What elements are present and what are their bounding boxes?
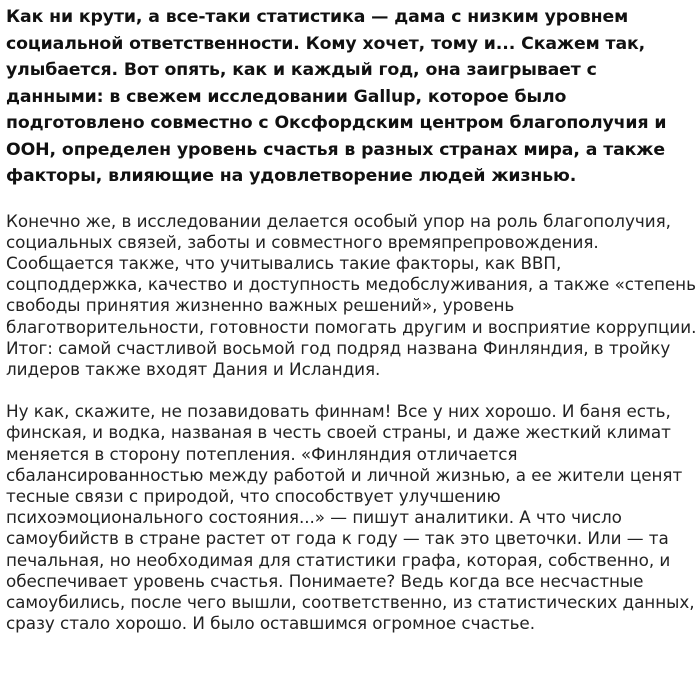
article-paragraph-2: Ну как, скажите, не позавидовать финнам! Все у них хорошо. И баня есть, финская, и водка, названая в честь своей страны, и даже жесткий климат меняется в сторону потепления. «Финляндия отличается сбалансированностью между работой и личной жизнью, а ее жители ценят тесные связи с природой, что способствует улучшению психоэмоционального состояния...» — пишут аналитики. А что число самоубийств в стране растет от года к году — так это цветочки. Или — та печальная, но необходимая для статистики графа, которая, собственно, и обеспечивает уровень счастья. Понимаете? Ведь когда все несчастные самоубились, после чего вышли, соответственно, из статистических данных, сразу стало хорошо. И было оставшимся огромное счастье. bbox=[6, 401, 695, 634]
article-paragraph-1: Конечно же, в исследовании делается особый упор на роль благополучия, социальных связей, заботы и совместного времяпрепровождения. Сообщается также, что учитывались такие факторы, как ВВП, соцподдержка, качество и доступность медобслуживания, а также «степень свободы принятия жизненно важных решений», уровень благотворительности, готовности помогать другим и восприятие коррупции. Итог: самой счастливой восьмой год подряд названа Финляндия, в тройку лидеров также входят Дания и Исландия. bbox=[6, 210, 697, 379]
article-lead: Как ни крути, а все-таки статистика — дама с низким уровнем социальной ответственности. Кому хочет, тому и... Скажем так, улыбается. Вот опять, как и каждый год, она заигрывает с данными: в свежем исследовании Gallup, которое было подготовлено совместно с Оксфордским центром благополучия и ООН, определен уровень счастья в разных странах мира, а также факторы, влияющие на удовлетворение людей жизнью. bbox=[6, 7, 667, 186]
